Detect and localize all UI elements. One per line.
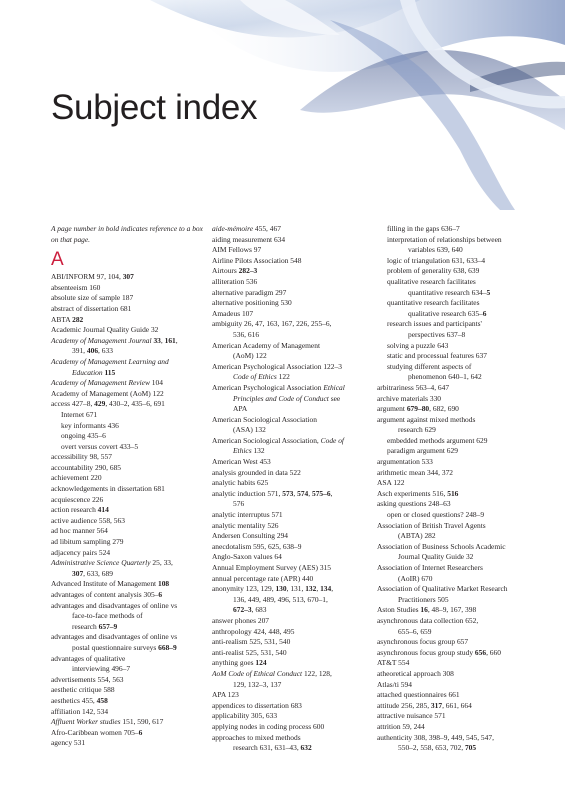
index-entry: (AoM) 122 xyxy=(233,351,267,361)
index-entry: filling in the gaps 636–7 xyxy=(387,224,460,233)
index-entry: Association of Business Schools Academic xyxy=(377,541,506,551)
index-entry: alliteration 536 xyxy=(212,276,258,286)
index-entry: aiding measurement 634 xyxy=(212,234,286,244)
index-entry: ASA 122 xyxy=(377,478,405,488)
index-entry: absolute size of sample 187 xyxy=(51,293,134,303)
index-entry: achievement 220 xyxy=(51,473,102,483)
index-entry: Academy of Management Learning and xyxy=(51,356,169,366)
index-entry: qualitative research 635–6 xyxy=(408,308,487,318)
index-entry: research 631, 631–43, 632 xyxy=(233,743,312,753)
index-entry: Advanced Institute of Management 108 xyxy=(51,579,170,589)
index-entries xyxy=(51,272,203,749)
index-entry: studying different aspects of xyxy=(387,361,472,371)
index-entry: 672–3, 683 xyxy=(233,605,267,615)
index-column-1 xyxy=(51,224,203,749)
index-entry: anti-realist 525, 531, 540 xyxy=(212,647,287,657)
index-entry: APA xyxy=(233,404,248,414)
index-entry: analytic induction 571, 573, 574, 575–6, xyxy=(212,488,333,498)
index-entry: advertisements 554, 563 xyxy=(51,674,124,684)
index-entry: aesthetic critique 588 xyxy=(51,685,115,695)
index-entry: 536, 616 xyxy=(233,329,260,339)
index-entry: acquiescence 226 xyxy=(51,494,104,504)
index-entry: aide-mémoire 455, 467 xyxy=(212,224,281,233)
index-entry: attitude 256, 285, 317, 661, 664 xyxy=(377,700,472,710)
index-entry: attractive nuisance 571 xyxy=(377,711,446,721)
index-entry: qualitative research facilitates xyxy=(387,276,476,286)
index-entry: 129, 132–3, 137 xyxy=(233,679,282,689)
index-entry: alternative paradigm 297 xyxy=(212,287,287,297)
index-entry: phenomenon 640–1, 642 xyxy=(408,372,482,382)
index-entry: American Psychological Association 122–3 xyxy=(212,361,342,371)
index-column-2 xyxy=(212,224,370,754)
index-section-letter: A xyxy=(51,249,64,271)
index-entry: overt versus covert 433–5 xyxy=(61,441,139,451)
index-entry: attrition 59, 244 xyxy=(377,721,425,731)
index-entry: Andersen Consulting 294 xyxy=(212,531,289,541)
index-entry: applicability 305, 633 xyxy=(212,711,278,721)
index-entry: analytic mentality 526 xyxy=(212,520,279,530)
index-entry: ad libitum sampling 279 xyxy=(51,537,124,547)
index-entry: Code of Ethics 122 xyxy=(233,372,290,382)
index-entry: logic of triangulation 631, 633–4 xyxy=(387,255,486,265)
index-entry: Academic Journal Quality Guide 32 xyxy=(51,325,159,335)
index-entry: 576 xyxy=(233,499,245,509)
index-entry: American Sociological Association xyxy=(212,414,317,424)
index-entry: open or closed questions? 248–9 xyxy=(387,510,485,520)
index-entry: research 629 xyxy=(398,425,436,435)
index-entry: 550–2, 558, 653, 702, 705 xyxy=(398,743,477,753)
index-entry: ABTA 282 xyxy=(51,314,84,324)
index-entry: Academy of Management Review 104 xyxy=(51,378,163,388)
index-entry: ABI/INFORM 97, 104, 307 xyxy=(51,272,134,282)
index-entry: Amadeus 107 xyxy=(212,308,254,318)
index-entry: answer phones 207 xyxy=(212,615,270,625)
index-entry: Atlas/ti 594 xyxy=(377,679,412,689)
index-entry: authenticity 308, 398–9, 449, 545, 547, xyxy=(377,732,494,742)
index-entry: Academy of Management (AoM) 122 xyxy=(51,388,164,398)
index-entry: advantages and disadvantages of online vs xyxy=(51,600,178,610)
index-entries xyxy=(212,224,370,754)
index-entry: advantages and disadvantages of online vs xyxy=(51,632,178,642)
index-entry: American Sociological Association, Code of xyxy=(212,435,345,445)
index-entry: argument against mixed methods xyxy=(377,414,476,424)
index-entry: Academy of Management Journal 33, 161, xyxy=(51,335,178,345)
index-entry: annual percentage rate (APR) 440 xyxy=(212,573,314,583)
index-entry: analytic interruptus 571 xyxy=(212,510,283,520)
index-entry: perspectives 637–8 xyxy=(408,329,466,339)
index-entry: anonymity 123, 129, 130, 131, 132, 134, xyxy=(212,584,334,594)
index-entry: analysis grounded in data 522 xyxy=(212,467,301,477)
index-entry: Association of Internet Researchers xyxy=(377,563,483,572)
index-entry: atheoretical approach 308 xyxy=(377,668,454,678)
index-entry: face-to-face methods of xyxy=(72,611,143,621)
index-entry: agency 531 xyxy=(51,738,86,748)
index-entry: (ABTA) 282 xyxy=(398,531,436,541)
index-entry: Ethics 132 xyxy=(233,446,265,456)
index-entry: access 427–8, 429, 430–2, 435–6, 691 xyxy=(51,399,165,409)
index-entry: Practitioners 505 xyxy=(398,594,449,604)
index-entry: asynchronous focus group 657 xyxy=(377,637,469,647)
index-entry: interpretation of relationships between xyxy=(387,234,502,244)
index-entry: AIM Fellows 97 xyxy=(212,245,262,255)
index-entry: 136, 449, 489, 496, 513, 670–1, xyxy=(233,594,328,604)
index-entry: arithmetic mean 344, 372 xyxy=(377,467,454,477)
index-entry: arbitrariness 563–4, 647 xyxy=(377,382,450,392)
index-entry: Affluent Worker studies 151, 590, 617 xyxy=(51,717,164,727)
index-entry: approaches to mixed methods xyxy=(212,732,301,742)
index-entry: 307, 633, 689 xyxy=(72,568,113,578)
index-entry: acknowledgements in dissertation 681 xyxy=(51,484,165,494)
index-entry: asynchronous data collection 652, xyxy=(377,615,479,625)
index-entry: appendices to dissertation 683 xyxy=(212,700,302,710)
index-entry: Administrative Science Quarterly 25, 33, xyxy=(51,558,173,568)
index-entry: action research 414 xyxy=(51,505,109,515)
index-entry: 655–6, 659 xyxy=(398,626,432,636)
index-entry: paradigm argument 629 xyxy=(387,446,458,456)
index-entry: American Psychological Association Ethical xyxy=(212,382,345,392)
index-entry: affiliation 142, 534 xyxy=(51,706,109,716)
index-entry: quantitative research 634–5 xyxy=(408,287,491,297)
index-entries xyxy=(377,224,527,754)
index-note: A page number in bold indicates reference to a box on that page. xyxy=(51,224,203,244)
index-entry: Airtours 282–3 xyxy=(212,266,258,276)
index-entry: Association of British Travel Agents xyxy=(377,520,486,530)
index-entry: postal questionnaire surveys 668–9 xyxy=(72,642,177,652)
index-entry: Anglo-Saxon values 64 xyxy=(212,552,282,562)
index-entry: advantages of qualitative xyxy=(51,653,126,663)
index-entry: American West 453 xyxy=(212,457,271,467)
index-entry: accountability 290, 685 xyxy=(51,462,122,472)
index-entry: interviewing 496–7 xyxy=(72,664,131,674)
index-entry: Education 115 xyxy=(72,367,116,377)
index-entry: asynchronous focus group study 656, 660 xyxy=(377,647,501,657)
index-entry: key informants 436 xyxy=(61,420,119,430)
index-entry: Afro-Caribbean women 705–6 xyxy=(51,727,143,737)
index-entry: (AoIR) 670 xyxy=(398,573,433,583)
index-entry: archive materials 330 xyxy=(377,393,442,403)
index-entry: adjacency pairs 524 xyxy=(51,547,111,557)
index-entry: quantitative research facilitates xyxy=(387,298,480,308)
index-column-3 xyxy=(377,224,527,754)
index-entry: Association of Qualitative Market Research xyxy=(377,584,508,594)
index-entry: Journal Quality Guide 32 xyxy=(398,552,474,562)
index-entry: argumentation 533 xyxy=(377,457,433,467)
index-entry: absenteeism 160 xyxy=(51,282,101,292)
index-entry: variables 639, 640 xyxy=(408,245,463,255)
index-entry: applying nodes in coding process 600 xyxy=(212,721,325,731)
index-entry: research 657–9 xyxy=(72,621,118,631)
index-entry: Asch experiments 516, 516 xyxy=(377,488,459,498)
index-entry: problem of generality 638, 639 xyxy=(387,266,480,276)
index-entry: APA 123 xyxy=(212,690,239,700)
index-entry: asking questions 248–63 xyxy=(377,499,451,509)
index-entry: accessibility 98, 557 xyxy=(51,452,112,462)
index-entry: ongoing 435–6 xyxy=(61,431,106,441)
index-entry: 391, 406, 633 xyxy=(72,346,113,356)
index-entry: analytic habits 625 xyxy=(212,478,269,488)
index-entry: embedded methods argument 629 xyxy=(387,435,488,445)
page-title: Subject index xyxy=(51,88,258,127)
index-entry: Airline Pilots Association 548 xyxy=(212,255,302,265)
index-entry: Aston Studies 16, 48–9, 167, 398 xyxy=(377,605,477,615)
index-entry: anything goes 124 xyxy=(212,658,267,668)
index-entry: AT&T 554 xyxy=(377,658,410,668)
index-entry: Internet 671 xyxy=(61,409,98,419)
index-entry: Annual Employment Survey (AES) 315 xyxy=(212,563,331,572)
index-entry: argument 679–80, 682, 690 xyxy=(377,404,459,414)
index-entry: anthropology 424, 448, 495 xyxy=(212,626,295,636)
index-entry: ambiguity 26, 47, 163, 167, 226, 255–6, xyxy=(212,319,332,329)
index-entry: aesthetics 455, 458 xyxy=(51,695,108,705)
index-entry: solving a puzzle 643 xyxy=(387,340,449,350)
index-entry: AoM Code of Ethical Conduct 122, 128, xyxy=(212,668,332,678)
index-entry: (ASA) 132 xyxy=(233,425,266,435)
index-entry: attached questionnaires 661 xyxy=(377,690,460,700)
index-entry: active audience 558, 563 xyxy=(51,515,125,525)
index-entry: alternative positioning 530 xyxy=(212,298,292,308)
index-entry: anecdotalism 595, 625, 638–9 xyxy=(212,541,302,551)
index-entry: abstract of dissertation 681 xyxy=(51,303,132,313)
index-entry: American Academy of Management xyxy=(212,340,321,350)
index-entry: advantages of content analysis 305–6 xyxy=(51,590,163,599)
index-entry: ad hoc manner 564 xyxy=(51,526,108,536)
index-entry: research issues and participants' xyxy=(387,319,482,329)
index-entry: Principles and Code of Conduct see xyxy=(233,393,341,403)
index-entry: anti-realism 525, 531, 540 xyxy=(212,637,291,647)
index-entry: static and processual features 637 xyxy=(387,351,487,361)
